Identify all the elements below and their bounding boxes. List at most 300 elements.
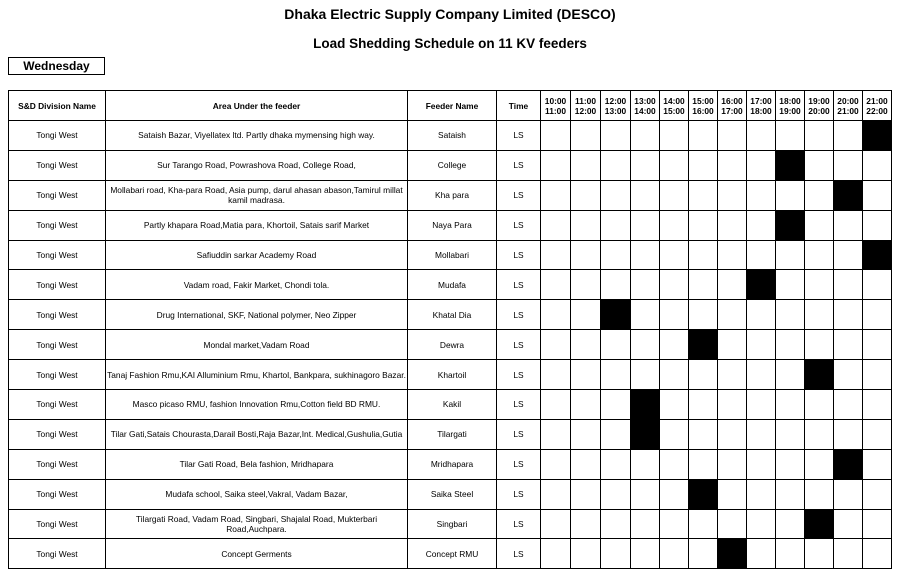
shedding-slot: [834, 360, 863, 390]
shedding-slot: [571, 180, 601, 210]
area-cell: Tanaj Fashion Rmu,KAI Alluminium Rmu, Khartol, Bankpara, sukhinagoro Bazar.: [106, 360, 408, 390]
shedding-slot: [689, 300, 718, 330]
shedding-slot: [541, 150, 571, 180]
time-slot-end: 19:00: [779, 105, 801, 116]
shedding-slot: [689, 390, 718, 420]
shedding-slot: [863, 300, 892, 330]
feeder-name-cell: College: [408, 150, 497, 180]
feeder-name-cell: Mudafa: [408, 270, 497, 300]
table-header-row: [9, 91, 892, 121]
shedding-slot: [541, 270, 571, 300]
shedding-slot: [631, 449, 660, 479]
shedding-slot: [631, 150, 660, 180]
area-cell: Mudafa school, Saika steel,Vakral, Vadam Bazar,: [106, 479, 408, 509]
shedding-slot: [805, 539, 834, 569]
shedding-slot: [834, 509, 863, 539]
feeder-name-cell: Singbari: [408, 509, 497, 539]
table-row: [9, 390, 892, 420]
table-row: [9, 449, 892, 479]
shedding-slot: [747, 419, 776, 449]
header-time: Time: [497, 91, 541, 121]
shedding-slot: [747, 150, 776, 180]
header-time-slot: [747, 91, 776, 121]
shedding-slot: [571, 509, 601, 539]
shedding-slot: [571, 150, 601, 180]
shedding-slot: [805, 449, 834, 479]
shedding-slot-active: [689, 330, 718, 360]
shedding-slot: [689, 240, 718, 270]
division-cell: Tongi West: [9, 240, 106, 270]
shedding-slot: [571, 330, 601, 360]
area-cell: Sataish Bazar, Viyellatex ltd. Partly dhaka mymensing high way.: [106, 121, 408, 151]
table-row: [9, 180, 892, 210]
shedding-slot-active: [747, 270, 776, 300]
shedding-slot: [631, 121, 660, 151]
shedding-slot: [660, 180, 689, 210]
time-slot-end: 14:00: [634, 105, 656, 116]
division-cell: Tongi West: [9, 330, 106, 360]
feeder-name-cell: Saika Steel: [408, 479, 497, 509]
shedding-slot: [541, 121, 571, 151]
shedding-slot: [718, 240, 747, 270]
shedding-slot: [631, 509, 660, 539]
area-cell: Tilargati Road, Vadam Road, Singbari, Shajalal Road, Mukterbari Road,Auchpara.: [106, 509, 408, 539]
time-slot-start: 11:00: [575, 95, 596, 106]
area-cell: Masco picaso RMU, fashion Innovation Rmu,Cotton field BD RMU.: [106, 390, 408, 420]
time-slot-start: 14:00: [663, 95, 685, 106]
table-row: [9, 210, 892, 240]
shedding-slot: [541, 509, 571, 539]
shedding-slot: [541, 479, 571, 509]
area-cell: Mollabari road, Kha-para Road, Asia pump, darul ahasan abason,Tamirul millat kamil madrasa.: [106, 180, 408, 210]
table-row: [9, 240, 892, 270]
shedding-slot: [805, 300, 834, 330]
time-slot-start: 20:00: [837, 95, 859, 106]
shedding-slot: [718, 419, 747, 449]
division-cell: Tongi West: [9, 539, 106, 569]
area-cell: Partly khapara Road,Matia para, Khortoil, Satais sarif Market: [106, 210, 408, 240]
shedding-slot: [863, 360, 892, 390]
shedding-slot: [776, 270, 805, 300]
shedding-slot-active: [805, 360, 834, 390]
shedding-slot: [541, 419, 571, 449]
time-slot-end: 21:00: [837, 105, 859, 116]
time-slot-start: 17:00: [750, 95, 772, 106]
shedding-slot: [747, 210, 776, 240]
time-slot-end: 18:00: [750, 105, 772, 116]
shedding-slot: [805, 240, 834, 270]
shedding-slot: [863, 479, 892, 509]
feeder-name-cell: Dewra: [408, 330, 497, 360]
shedding-slot: [776, 509, 805, 539]
time-slot-end: 13:00: [604, 105, 627, 116]
table-row: [9, 121, 892, 151]
time-type-cell: LS: [497, 240, 541, 270]
division-cell: Tongi West: [9, 479, 106, 509]
division-cell: Tongi West: [9, 121, 106, 151]
shedding-slot: [689, 180, 718, 210]
shedding-slot: [541, 539, 571, 569]
shedding-slot: [834, 150, 863, 180]
shedding-slot: [631, 210, 660, 240]
shedding-slot: [805, 180, 834, 210]
shedding-slot: [660, 330, 689, 360]
time-slot-end: 12:00: [574, 105, 597, 116]
header-time-slot: [689, 91, 718, 121]
shedding-slot: [601, 121, 631, 151]
time-slot-end: 16:00: [692, 105, 714, 116]
shedding-slot: [805, 390, 834, 420]
shedding-slot: [571, 419, 601, 449]
shedding-slot: [689, 270, 718, 300]
time-slot-end: 17:00: [721, 105, 743, 116]
shedding-slot: [863, 270, 892, 300]
area-cell: Tilar Gati,Satais Chourasta,Darail Bosti,Raja Bazar,Int. Medical,Gushulia,Gutia: [106, 419, 408, 449]
header-time-slot: [718, 91, 747, 121]
shedding-slot: [541, 390, 571, 420]
shedding-slot: [718, 210, 747, 240]
schedule-subtitle: Load Shedding Schedule on 11 KV feeders: [313, 36, 587, 51]
shedding-slot: [747, 180, 776, 210]
shedding-slot: [660, 419, 689, 449]
division-cell: Tongi West: [9, 210, 106, 240]
shedding-slot: [571, 240, 601, 270]
header-time-slot: [631, 91, 660, 121]
shedding-slot: [718, 360, 747, 390]
area-cell: Sur Tarango Road, Powrashova Road, College Road,: [106, 150, 408, 180]
shedding-slot: [571, 479, 601, 509]
shedding-slot: [834, 390, 863, 420]
shedding-slot-active: [776, 210, 805, 240]
shedding-slot: [805, 150, 834, 180]
table-body: [9, 121, 892, 569]
feeder-name-cell: Naya Para: [408, 210, 497, 240]
shedding-slot: [834, 330, 863, 360]
time-slot-end: 15:00: [663, 105, 685, 116]
shedding-slot-active: [718, 539, 747, 569]
shedding-slot: [747, 449, 776, 479]
shedding-slot: [834, 210, 863, 240]
shedding-slot: [863, 539, 892, 569]
shedding-slot: [863, 150, 892, 180]
table-row: [9, 150, 892, 180]
shedding-slot: [689, 509, 718, 539]
shedding-slot-active: [631, 390, 660, 420]
header-feeder: Feeder Name: [408, 91, 497, 121]
shedding-slot: [660, 210, 689, 240]
time-slot-start: 18:00: [779, 95, 801, 106]
shedding-slot: [631, 240, 660, 270]
shedding-slot: [660, 240, 689, 270]
shedding-slot: [805, 479, 834, 509]
shedding-slot: [718, 270, 747, 300]
shedding-slot: [834, 121, 863, 151]
shedding-slot: [689, 419, 718, 449]
header-time-slot: [863, 91, 892, 121]
shedding-slot: [747, 360, 776, 390]
feeder-name-cell: Kha para: [408, 180, 497, 210]
table-row: [9, 360, 892, 390]
time-slot-start: 15:00: [692, 95, 714, 106]
header-division: S&D Division Name: [9, 91, 106, 121]
table-row: [9, 419, 892, 449]
time-type-cell: LS: [497, 121, 541, 151]
shedding-slot: [601, 240, 631, 270]
shedding-slot: [601, 449, 631, 479]
shedding-slot: [571, 539, 601, 569]
shedding-slot: [776, 330, 805, 360]
shedding-slot: [747, 240, 776, 270]
shedding-slot: [631, 270, 660, 300]
shedding-slot: [747, 509, 776, 539]
shedding-slot: [863, 180, 892, 210]
shedding-slot: [863, 449, 892, 479]
shedding-slot: [834, 240, 863, 270]
shedding-slot: [601, 509, 631, 539]
shedding-slot-active: [689, 479, 718, 509]
time-type-cell: LS: [497, 180, 541, 210]
time-slot-start: 21:00: [866, 95, 888, 106]
time-type-cell: LS: [497, 360, 541, 390]
shedding-slot: [805, 419, 834, 449]
area-cell: Drug International, SKF, National polymer, Neo Zipper: [106, 300, 408, 330]
division-cell: Tongi West: [9, 300, 106, 330]
division-cell: Tongi West: [9, 509, 106, 539]
shedding-slot: [601, 270, 631, 300]
shedding-slot: [571, 210, 601, 240]
shedding-slot: [834, 539, 863, 569]
shedding-slot: [863, 330, 892, 360]
shedding-slot: [718, 300, 747, 330]
shedding-slot: [747, 479, 776, 509]
time-type-cell: LS: [497, 419, 541, 449]
time-slot-start: 19:00: [808, 95, 830, 106]
shedding-slot: [601, 539, 631, 569]
shedding-slot: [601, 390, 631, 420]
time-slot-end: 11:00: [545, 105, 566, 116]
shedding-slot: [631, 330, 660, 360]
time-type-cell: LS: [497, 390, 541, 420]
division-cell: Tongi West: [9, 449, 106, 479]
shedding-slot: [718, 150, 747, 180]
feeder-name-cell: Tilargati: [408, 419, 497, 449]
shedding-slot: [805, 210, 834, 240]
shedding-slot: [805, 121, 834, 151]
area-cell: Tilar Gati Road, Bela fashion, Mridhapara: [106, 449, 408, 479]
shedding-slot: [541, 240, 571, 270]
time-slot-start: 16:00: [721, 95, 743, 106]
shedding-slot: [660, 360, 689, 390]
shedding-slot: [747, 390, 776, 420]
shedding-slot: [631, 180, 660, 210]
shedding-slot: [747, 300, 776, 330]
shedding-slot: [601, 180, 631, 210]
shedding-slot: [601, 210, 631, 240]
shedding-slot: [689, 449, 718, 479]
shedding-slot: [689, 150, 718, 180]
shedding-slot: [863, 210, 892, 240]
time-type-cell: LS: [497, 150, 541, 180]
time-type-cell: LS: [497, 210, 541, 240]
shedding-slot: [776, 121, 805, 151]
feeder-name-cell: Mollabari: [408, 240, 497, 270]
shedding-slot: [863, 419, 892, 449]
shedding-slot-active: [805, 509, 834, 539]
shedding-slot: [631, 539, 660, 569]
shedding-slot: [541, 210, 571, 240]
shedding-slot: [747, 121, 776, 151]
feeder-name-cell: Mridhapara: [408, 449, 497, 479]
time-type-cell: LS: [497, 509, 541, 539]
shedding-slot-active: [834, 180, 863, 210]
shedding-slot: [541, 300, 571, 330]
shedding-slot: [689, 121, 718, 151]
shedding-slot: [718, 479, 747, 509]
shedding-slot-active: [863, 121, 892, 151]
shedding-slot: [718, 121, 747, 151]
shedding-slot-active: [776, 150, 805, 180]
shedding-slot: [660, 150, 689, 180]
shedding-slot: [689, 360, 718, 390]
shedding-slot: [689, 539, 718, 569]
header-time-slot: [541, 91, 571, 121]
area-cell: Concept Germents: [106, 539, 408, 569]
shedding-slot: [776, 479, 805, 509]
shedding-slot: [834, 270, 863, 300]
shedding-slot: [718, 330, 747, 360]
shedding-slot: [776, 360, 805, 390]
feeder-name-cell: Concept RMU: [408, 539, 497, 569]
division-cell: Tongi West: [9, 419, 106, 449]
shedding-slot: [776, 539, 805, 569]
time-slot-end: 22:00: [866, 105, 888, 116]
area-cell: Vadam road, Fakir Market, Chondi tola.: [106, 270, 408, 300]
header-time-slot: [660, 91, 689, 121]
division-cell: Tongi West: [9, 150, 106, 180]
header-time-slot: [834, 91, 863, 121]
shedding-slot: [805, 330, 834, 360]
header-time-slot: [776, 91, 805, 121]
table-row: [9, 330, 892, 360]
shedding-slot: [601, 150, 631, 180]
shedding-slot: [541, 330, 571, 360]
shedding-slot: [601, 479, 631, 509]
shedding-slot: [601, 330, 631, 360]
shedding-slot: [718, 509, 747, 539]
feeder-name-cell: Sataish: [408, 121, 497, 151]
shedding-slot: [660, 270, 689, 300]
shedding-slot: [601, 419, 631, 449]
shedding-slot: [718, 390, 747, 420]
shedding-slot: [631, 360, 660, 390]
shedding-slot: [660, 509, 689, 539]
shedding-slot-active: [863, 240, 892, 270]
shedding-slot: [834, 479, 863, 509]
header-time-slot: [571, 91, 601, 121]
time-slot-end: 20:00: [808, 105, 830, 116]
table-row: [9, 509, 892, 539]
feeder-name-cell: Khatal Dia: [408, 300, 497, 330]
shedding-slot: [571, 449, 601, 479]
shedding-slot: [660, 300, 689, 330]
shedding-slot: [776, 240, 805, 270]
table-row: [9, 539, 892, 569]
shedding-slot: [776, 449, 805, 479]
shedding-slot: [863, 509, 892, 539]
time-type-cell: LS: [497, 330, 541, 360]
shedding-slot: [660, 121, 689, 151]
time-type-cell: LS: [497, 300, 541, 330]
shedding-slot: [776, 390, 805, 420]
time-type-cell: LS: [497, 479, 541, 509]
time-slot-start: 13:00: [634, 95, 656, 106]
time-slot-start: 12:00: [604, 95, 627, 106]
shedding-slot: [571, 300, 601, 330]
shedding-slot: [660, 390, 689, 420]
shedding-slot: [660, 479, 689, 509]
time-type-cell: LS: [497, 270, 541, 300]
header-time-slot: [805, 91, 834, 121]
shedding-slot: [601, 360, 631, 390]
header-area: Area Under the feeder: [106, 91, 408, 121]
shedding-slot-active: [834, 449, 863, 479]
shedding-slot: [776, 300, 805, 330]
shedding-slot-active: [601, 300, 631, 330]
time-type-cell: LS: [497, 449, 541, 479]
shedding-slot: [776, 419, 805, 449]
shedding-slot: [718, 180, 747, 210]
shedding-slot: [541, 449, 571, 479]
day-label: Wednesday: [8, 57, 105, 75]
shedding-slot: [776, 180, 805, 210]
feeder-name-cell: Khartoil: [408, 360, 497, 390]
area-cell: Safiuddin sarkar Academy Road: [106, 240, 408, 270]
time-slot-start: 10:00: [544, 95, 567, 106]
shedding-slot: [689, 210, 718, 240]
division-cell: Tongi West: [9, 270, 106, 300]
table-row: [9, 300, 892, 330]
area-cell: Mondal market,Vadam Road: [106, 330, 408, 360]
shedding-slot: [834, 419, 863, 449]
table-row: [9, 270, 892, 300]
shedding-slot: [805, 270, 834, 300]
shedding-slot: [747, 330, 776, 360]
time-type-cell: LS: [497, 539, 541, 569]
shedding-slot: [834, 300, 863, 330]
shedding-slot-active: [631, 419, 660, 449]
shedding-slot: [571, 270, 601, 300]
shedding-slot: [631, 479, 660, 509]
shedding-slot: [631, 300, 660, 330]
shedding-slot: [718, 449, 747, 479]
division-cell: Tongi West: [9, 360, 106, 390]
shedding-slot: [863, 390, 892, 420]
shedding-slot: [541, 360, 571, 390]
table-row: [9, 479, 892, 509]
shedding-slot: [571, 121, 601, 151]
shedding-slot: [571, 390, 601, 420]
shedding-slot: [747, 539, 776, 569]
feeder-name-cell: Kakil: [408, 390, 497, 420]
shedding-slot: [660, 449, 689, 479]
header-time-slot: [601, 91, 631, 121]
division-cell: Tongi West: [9, 390, 106, 420]
load-shedding-table: [8, 90, 892, 569]
shedding-slot: [660, 539, 689, 569]
shedding-slot: [571, 360, 601, 390]
shedding-slot: [541, 180, 571, 210]
division-cell: Tongi West: [9, 180, 106, 210]
